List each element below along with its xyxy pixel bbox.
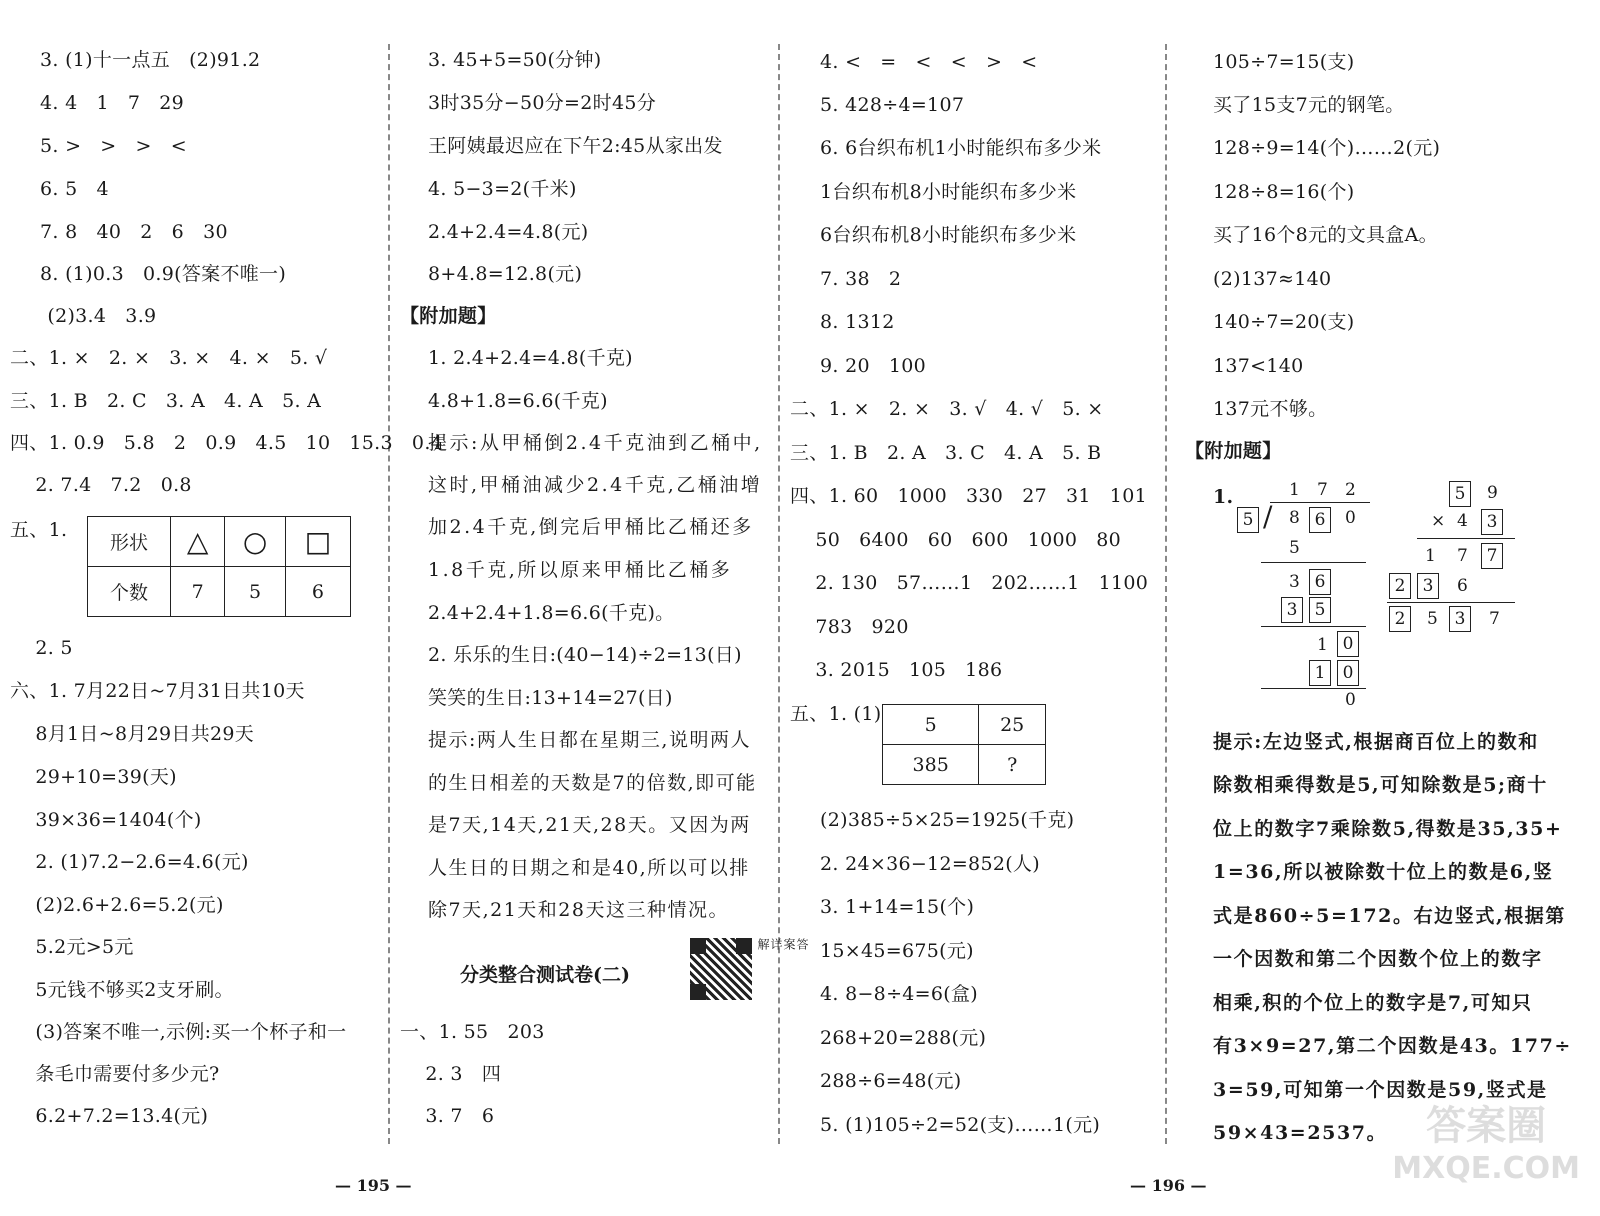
step-box: 0: [1337, 631, 1359, 657]
hint-line: 3=59,可知第一个因数是59,竖式是: [1213, 1079, 1548, 1101]
table-cell: 5: [225, 567, 286, 617]
answer-line: 四、1. 0.9 5.8 2 0.9 4.5 10 15.3 0.4: [10, 432, 444, 454]
answer-line: 7. 38 2: [820, 268, 902, 290]
hint-line: 1=36,所以被除数十位上的数是6,竖: [1213, 861, 1554, 883]
answer-line: 5元钱不够买2支牙刷。: [10, 979, 234, 1001]
division-line: [1261, 626, 1366, 627]
answer-line: 6. 6台织布机1小时能织布多少米: [820, 137, 1102, 159]
divisor-box: 5: [1237, 507, 1259, 533]
dividend-digit: 8: [1289, 508, 1300, 528]
answer-line: 128÷8=16(个): [1213, 181, 1355, 203]
hint-line: 提示:从甲桶倒2.4千克油到乙桶中,: [428, 432, 763, 454]
factor-digit: 9: [1487, 483, 1498, 503]
column-divider: [778, 44, 780, 1144]
answer-line: 三、1. B 2. A 3. C 4. A 5. B: [790, 442, 1102, 464]
answer-line: 3. 1+14=15(个): [820, 896, 975, 918]
step-box: 0: [1337, 660, 1359, 686]
division-line: [1261, 688, 1366, 689]
answer-line: 3时35分−50分=2时45分: [428, 92, 657, 114]
hint-line: 式是860÷5=172。右边竖式,根据第: [1213, 905, 1566, 927]
table-header-count: 个数: [88, 567, 171, 617]
test-title: 分类整合测试卷(二): [460, 964, 630, 986]
answer-line: 五、1. (1): [790, 703, 882, 725]
factor-box: 3: [1481, 509, 1503, 535]
qr-code-icon: [690, 938, 752, 1000]
answer-line: 105÷7=15(支): [1213, 51, 1355, 73]
column-divider: [388, 44, 390, 1144]
hint-line: 加2.4千克,倒完后甲桶比乙桶还多: [428, 516, 754, 538]
answer-line: 2. 7.4 7.2 0.8: [10, 474, 192, 496]
answer-line: 买了15支7元的钢笔。: [1213, 94, 1405, 116]
quotient-digit: 7: [1317, 480, 1328, 500]
answer-line: 15×45=675(元): [820, 940, 974, 962]
watermark-logo: [1392, 1094, 1580, 1186]
step-digit: 1: [1317, 635, 1328, 655]
answer-line: 140÷7=20(支): [1213, 311, 1355, 333]
division-line: [1261, 562, 1366, 563]
hint-line: 提示:左边竖式,根据商百位上的数和: [1213, 731, 1539, 753]
hint-line: 除数相乘得数是5,可知除数是5;商十: [1213, 774, 1548, 796]
answer-line: 一、1. 55 203: [400, 1021, 545, 1043]
answer-line: 5.2元>5元: [10, 936, 134, 958]
column-divider: [1165, 44, 1167, 1144]
hint-line: 59×43=2537。: [1213, 1122, 1388, 1144]
answer-line: 268+20=288(元): [820, 1027, 987, 1049]
square-icon: □: [285, 517, 350, 567]
item-label: 1.: [1213, 486, 1234, 508]
answer-line: 8. (1)0.3 0.9(答案不唯一): [40, 263, 287, 285]
partial-box: 3: [1417, 573, 1439, 599]
hint-line: 提示:两人生日都在星期三,说明两人: [428, 729, 751, 751]
circle-icon: ○: [225, 517, 286, 567]
quotient-digit: 1: [1289, 480, 1300, 500]
table-cell: 25: [979, 705, 1046, 745]
answer-line: 二、1. × 2. × 3. √ 4. √ 5. ×: [790, 398, 1104, 420]
answer-line: 6. 5 4: [40, 178, 109, 200]
shape-count-table: [87, 516, 351, 617]
remainder-digit: 0: [1345, 690, 1356, 710]
answer-line: 2. 乐乐的生日:(40−14)÷2=13(日): [428, 644, 742, 666]
answer-line: 128÷9=14(个)……2(元): [1213, 137, 1441, 159]
answer-line: (2)137≈140: [1213, 268, 1332, 290]
answer-line: 6台织布机8小时能织布多少米: [820, 224, 1077, 246]
answer-line: 5. 428÷4=107: [820, 94, 965, 116]
answer-line: 4. < = < < > <: [820, 51, 1038, 73]
step-box: 6: [1309, 569, 1331, 595]
answer-line: 6.2+7.2=13.4(元): [10, 1105, 209, 1127]
table-cell: ?: [979, 745, 1046, 785]
table-cell: 7: [171, 567, 225, 617]
division-bracket: /: [1263, 500, 1273, 533]
answer-line: 137<140: [1213, 355, 1304, 377]
mult-line: [1387, 602, 1515, 603]
answer-line: 四、1. 60 1000 330 27 31 101: [790, 485, 1147, 507]
table-cell: 385: [883, 745, 979, 785]
answer-line: 3. 45+5=50(分钟): [428, 49, 602, 71]
dividend-digit: 0: [1345, 508, 1356, 528]
answer-line: 8+4.8=12.8(元): [428, 263, 583, 285]
step-box: 5: [1309, 597, 1331, 623]
weight-table: [882, 704, 1046, 785]
answer-line: 4. 5−3=2(千米): [428, 178, 577, 200]
factor-digit: 4: [1457, 511, 1468, 531]
hint-line: 1.8千克,所以原来甲桶比乙桶多: [428, 559, 733, 581]
step-box: 3: [1281, 597, 1303, 623]
answer-line: 2.4+2.4=4.8(元): [428, 221, 589, 243]
dividend-box: 6: [1309, 507, 1331, 533]
answer-line: 王阿姨最迟应在下午2:45从家出发: [428, 135, 723, 157]
answer-line: 三、1. B 2. C 3. A 4. A 5. A: [10, 390, 322, 412]
answer-line: (2)3.4 3.9: [22, 305, 157, 327]
answer-line: 783 920: [790, 616, 909, 638]
mult-line: [1417, 538, 1515, 539]
times-sign: ×: [1431, 511, 1446, 531]
factor-box: 5: [1449, 481, 1471, 507]
result-box: 2: [1389, 606, 1411, 632]
answer-line: 137元不够。: [1213, 398, 1328, 420]
partial-digit: 6: [1457, 576, 1468, 596]
answer-line: 29+10=39(天): [10, 766, 177, 788]
answer-line: 4. 8−8÷4=6(盒): [820, 983, 979, 1005]
answer-line: 288÷6=48(元): [820, 1070, 962, 1092]
answer-line: 六、1. 7月22日~7月31日共10天: [10, 680, 305, 702]
step-box: 1: [1309, 660, 1331, 686]
page-number-right: — 196 —: [1130, 1176, 1207, 1195]
page-number-left: — 195 —: [335, 1176, 412, 1195]
answer-line: 5. (1)105÷2=52(支)……1(元): [820, 1114, 1101, 1136]
step-digit: 5: [1289, 538, 1300, 558]
appendix-title: 【附加题】: [400, 305, 497, 327]
answer-line: 五、1.: [10, 519, 68, 541]
table-header-shape: 形状: [88, 517, 171, 567]
answer-line: 2.4+2.4+1.8=6.6(千克)。: [428, 602, 675, 624]
answer-line: 50 6400 60 600 1000 80: [790, 529, 1122, 551]
partial-box: 2: [1389, 573, 1411, 599]
answer-line: 2. 24×36−12=852(人): [820, 853, 1040, 875]
result-digit: 5: [1427, 609, 1438, 629]
answer-line: 3. 7 6: [400, 1105, 495, 1127]
hint-line: 一个因数和第二个因数个位上的数字: [1213, 948, 1543, 970]
hint-line: 除7天,21天和28天这三种情况。: [428, 899, 729, 921]
answer-line: 2. 130 57……1 202……1 1100: [790, 572, 1149, 594]
answer-line: (3)答案不唯一,示例:买一个杯子和一: [10, 1021, 347, 1043]
answer-line: 8月1日~8月29日共29天: [10, 723, 255, 745]
answer-line: 二、1. × 2. × 3. × 4. × 5. √: [10, 347, 328, 369]
hint-line: 人生日的日期之和是40,所以可以排: [428, 857, 750, 879]
partial-box: 7: [1481, 543, 1503, 569]
answer-line: 3. (1)十一点五 (2)91.2: [40, 49, 261, 71]
hint-line: 的生日相差的天数是7的倍数,即可能: [428, 772, 757, 794]
answer-line: 9. 20 100: [820, 355, 927, 377]
answer-line: 3. 2015 105 186: [790, 659, 1003, 681]
answer-line: 条毛巾需要付多少元?: [10, 1063, 220, 1085]
answer-line: (2)385÷5×25=1925(千克): [820, 809, 1075, 831]
qr-label: 答案详解: [756, 938, 809, 950]
appendix-title: 【附加题】: [1185, 440, 1282, 462]
quotient-digit: 2: [1345, 480, 1356, 500]
hint-line: 是7天,14天,21天,28天。又因为两: [428, 814, 751, 836]
hint-line: 位上的数字7乘除数5,得数是35,35+: [1213, 818, 1563, 840]
answer-line: 5. > > > <: [40, 135, 188, 157]
step-digit: 3: [1289, 572, 1300, 592]
answer-line: 1. 2.4+2.4=4.8(千克): [428, 347, 633, 369]
table-cell: 5: [883, 705, 979, 745]
answer-line: 2. 5: [10, 637, 73, 659]
answer-line: 1台织布机8小时能织布多少米: [820, 181, 1077, 203]
answer-line: 2. 3 四: [400, 1063, 502, 1085]
answer-line: 笑笑的生日:13+14=27(日): [428, 687, 673, 709]
hint-line: 相乘,积的个位上的数字是7,可知只: [1213, 992, 1533, 1014]
triangle-icon: △: [171, 517, 225, 567]
partial-digit: 1: [1425, 546, 1436, 566]
hint-line: 有3×9=27,第二个因数是43。177÷: [1213, 1035, 1572, 1057]
watermark-bottom: MXQE.COM: [1392, 1151, 1580, 1186]
result-digit: 7: [1489, 609, 1500, 629]
answer-line: 4.8+1.8=6.6(千克): [428, 390, 608, 412]
answer-line: 4. 4 1 7 29: [40, 92, 185, 114]
hint-line: 这时,甲桶油减少2.4千克,乙桶油增: [428, 474, 763, 496]
table-cell: 6: [285, 567, 350, 617]
answer-line: 39×36=1404(个): [10, 809, 202, 831]
answer-line: 8. 1312: [820, 311, 895, 333]
watermark-top: 答案圈: [1426, 1103, 1547, 1149]
answer-line: 买了16个8元的文具盒A。: [1213, 224, 1438, 246]
answer-line: 7. 8 40 2 6 30: [40, 221, 228, 243]
answer-line: (2)2.6+2.6=5.2(元): [10, 894, 224, 916]
result-box: 3: [1449, 606, 1471, 632]
division-bar: [1270, 502, 1370, 503]
partial-digit: 7: [1457, 546, 1468, 566]
answer-line: 2. (1)7.2−2.6=4.6(元): [10, 851, 249, 873]
